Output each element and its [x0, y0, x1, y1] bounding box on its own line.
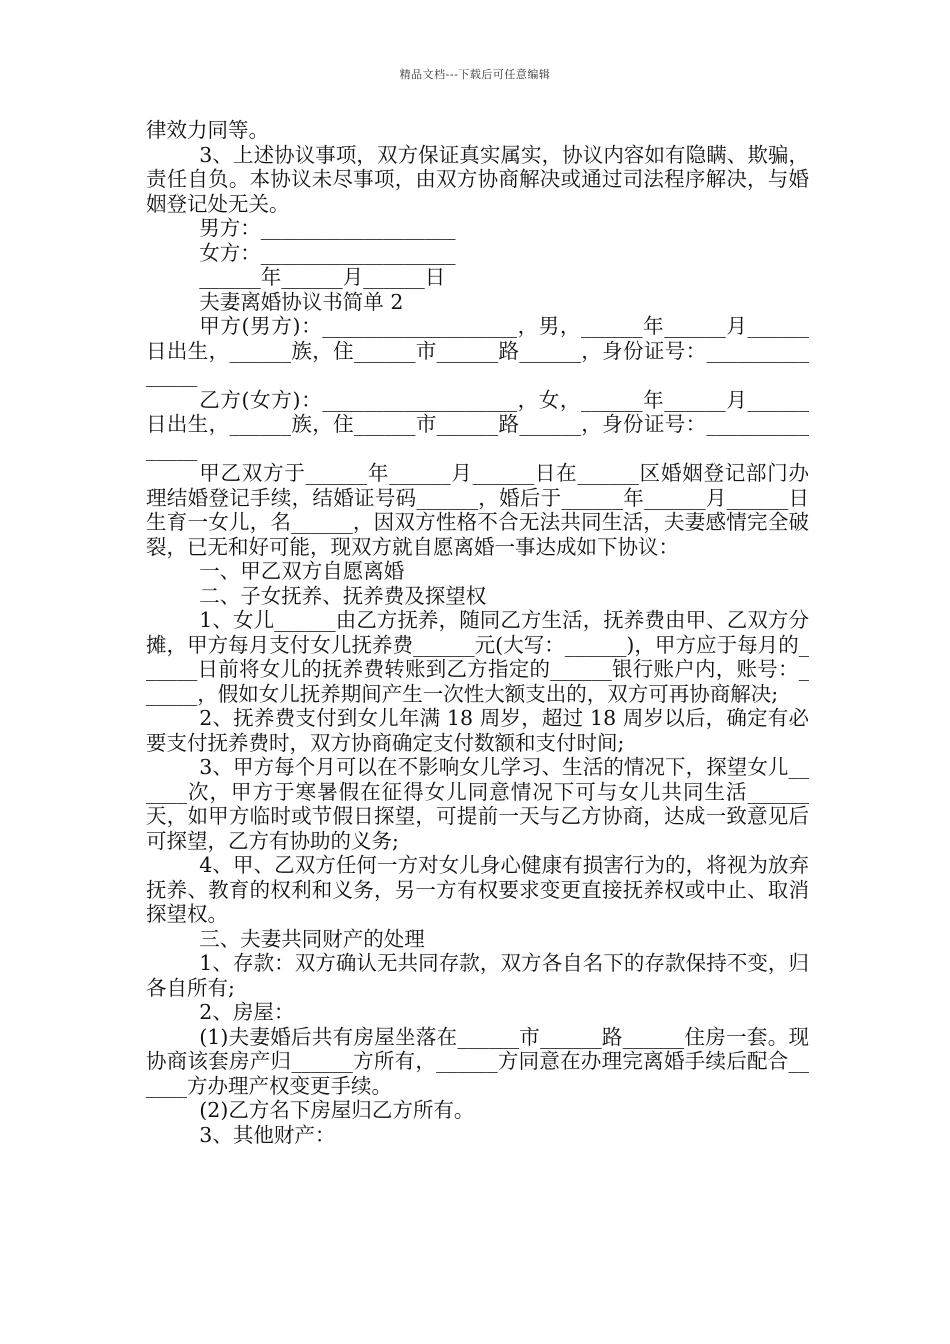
paragraph: (2)乙方名下房屋归乙方所有。	[199, 1098, 475, 1122]
paragraph: 3、上述协议事项，双方保证真实属实，协议内容如有隐瞒、欺骗，责任自负。本协议未尽事项，由双方协商解决或通过司法程序解决，与婚姻登记处无关。	[146, 142, 809, 216]
paragraph: 女方：___________________	[199, 240, 456, 265]
paragraph: ______年______月______日	[199, 265, 446, 289]
paragraph: 一、甲乙双方自愿离婚	[199, 559, 405, 583]
document-body	[146, 118, 809, 1147]
paragraph: 2、房屋：	[199, 1000, 295, 1024]
page-header: 精品文档---下载后可任意编辑	[399, 68, 551, 81]
paragraph: 3、其他财产：	[199, 1122, 336, 1147]
paragraph: 3、甲方每个月可以在不影响女儿学习、生活的情况下，探望女儿______次，甲方于寒暑假在征得女儿同意情况下可与女儿共同生活______天，如甲方临时或节假日探望，可提前一天与乙方协商，达成一致意见后可探望，乙方有协助的义务;	[146, 755, 809, 853]
paragraph: 2、抚养费支付到女儿年满 18 周岁，超过 18 周岁以后，确定有必要支付抚养费时，双方协商确定支付数额和支付时间;	[146, 706, 809, 755]
paragraph: 夫妻离婚协议书简单 2	[199, 289, 404, 314]
paragraph: 甲方(男方)：___________________，男，______年______月______日出生，______族，住______市______路______，身份证号：_______________	[146, 314, 809, 387]
paragraph: 甲乙双方于______年______月______日在______区婚姻登记部门办理结婚登记手续，结婚证号码______，婚后于______年______月______日生育一女儿，名______，因双方性格不合无法共同生活，夫妻感情完全破裂，已无和好可能，现双方就自愿离婚一事达成如下协议：	[146, 461, 809, 559]
paragraph: 二、子女抚养、抚养费及探望权	[199, 583, 487, 608]
paragraph: 律效力同等。	[146, 118, 269, 142]
paragraph: 三、夫妻共同财产的处理	[199, 926, 425, 951]
paragraph: 1、存款：双方确认无共同存款，双方各自名下的存款保持不变，归各自所有;	[146, 951, 809, 1000]
paragraph: 男方：___________________	[199, 216, 456, 240]
paragraph: 1、女儿______由乙方抚养，随同乙方生活，抚养费由甲、乙双方分摊，甲方每月支付女儿抚养费______元(大写：______)，甲方应于每月的______日前将女儿的抚养费转账到乙方指定的______银行账户内，账号：______，假如女儿抚养期间产生一次性大额支出的，双方可再协商解决;	[146, 608, 809, 706]
paragraph: 乙方(女方)：___________________，女，______年______月______日出生，______族，住______市______路______，身份证号：_______________	[146, 387, 809, 461]
paragraph: 4、甲、乙双方任何一方对女儿身心健康有损害行为的，将视为放弃抚养、教育的权利和义务，另一方有权要求变更直接抚养权或中止、取消探望权。	[146, 853, 809, 926]
paragraph: (1)夫妻婚后共有房屋坐落在______市______路______住房一套。现协商该套房产归______方所有，______方同意在办理完离婚手续后配合______方办理产权变更手续。	[146, 1024, 809, 1098]
